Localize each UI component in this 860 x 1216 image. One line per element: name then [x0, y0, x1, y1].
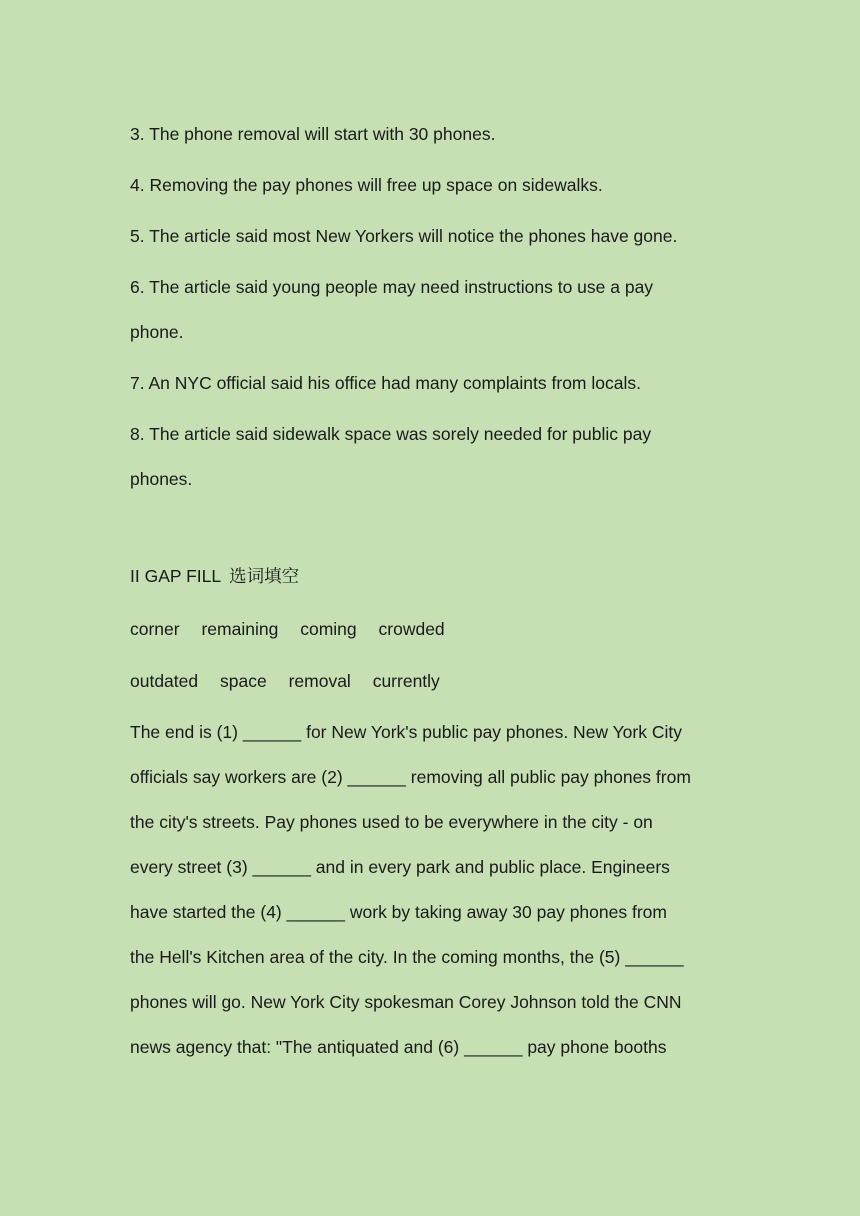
passage-line: have started the (4) ______ work by taking away 30 pay phones from: [130, 902, 667, 922]
tf-item-line: phone.: [130, 322, 184, 342]
word-bank-word: currently: [372, 671, 440, 691]
word-bank-word: remaining: [201, 619, 279, 639]
passage-line: officials say workers are (2) ______ removing all public pay phones from: [130, 767, 691, 787]
tf-item-line: 8. The article said sidewalk space was sorely needed for public pay: [130, 424, 652, 444]
passage-line: The end is (1) ______ for New York's public pay phones. New York City: [130, 722, 682, 742]
section-heading: [130, 561, 770, 592]
word-bank-word: crowded: [378, 619, 445, 639]
passage-line: the city's streets. Pay phones used to be everywhere in the city - on: [130, 812, 653, 832]
document-content: [130, 112, 770, 1070]
tf-item-line: 3. The phone removal will start with 30 phones.: [130, 124, 496, 144]
passage-line: phones will go. New York City spokesman Corey Johnson told the CNN: [130, 992, 682, 1012]
word-bank-row: [130, 666, 770, 696]
word-bank-word: removal: [288, 671, 351, 691]
tf-item-3: [130, 112, 770, 157]
passage-line: news agency that: "The antiquated and (6) ______ pay phone booths: [130, 1037, 667, 1057]
tf-item-4: [130, 163, 770, 208]
tf-item-7: [130, 361, 770, 406]
passage-line: every street (3) ______ and in every park and public place. Engineers: [130, 857, 670, 877]
gap-fill-passage: [130, 710, 770, 1070]
section-heading-text: II GAP FILL: [130, 566, 222, 586]
word-bank-word: outdated: [130, 671, 199, 691]
true-false-list: [130, 112, 770, 502]
tf-item-line: 7. An NYC official said his office had many complaints from locals.: [130, 373, 641, 393]
tf-item-line: 6. The article said young people may need instructions to use a pay: [130, 277, 654, 297]
section-heading-chinese: 选词填空: [229, 567, 300, 587]
word-bank-word: space: [220, 671, 267, 691]
tf-item-line: 5. The article said most New Yorkers will notice the phones have gone.: [130, 226, 678, 246]
word-bank: [130, 614, 770, 696]
word-bank-word: coming: [300, 619, 357, 639]
word-bank-word: corner: [130, 619, 180, 639]
tf-item-line: 4. Removing the pay phones will free up space on sidewalks.: [130, 175, 603, 195]
tf-item-8: [130, 412, 770, 502]
tf-item-5: [130, 214, 770, 259]
tf-item-line: phones.: [130, 469, 193, 489]
passage-line: the Hell's Kitchen area of the city. In the coming months, the (5) ______: [130, 947, 684, 967]
tf-item-6: [130, 265, 770, 355]
word-bank-row: [130, 614, 770, 644]
